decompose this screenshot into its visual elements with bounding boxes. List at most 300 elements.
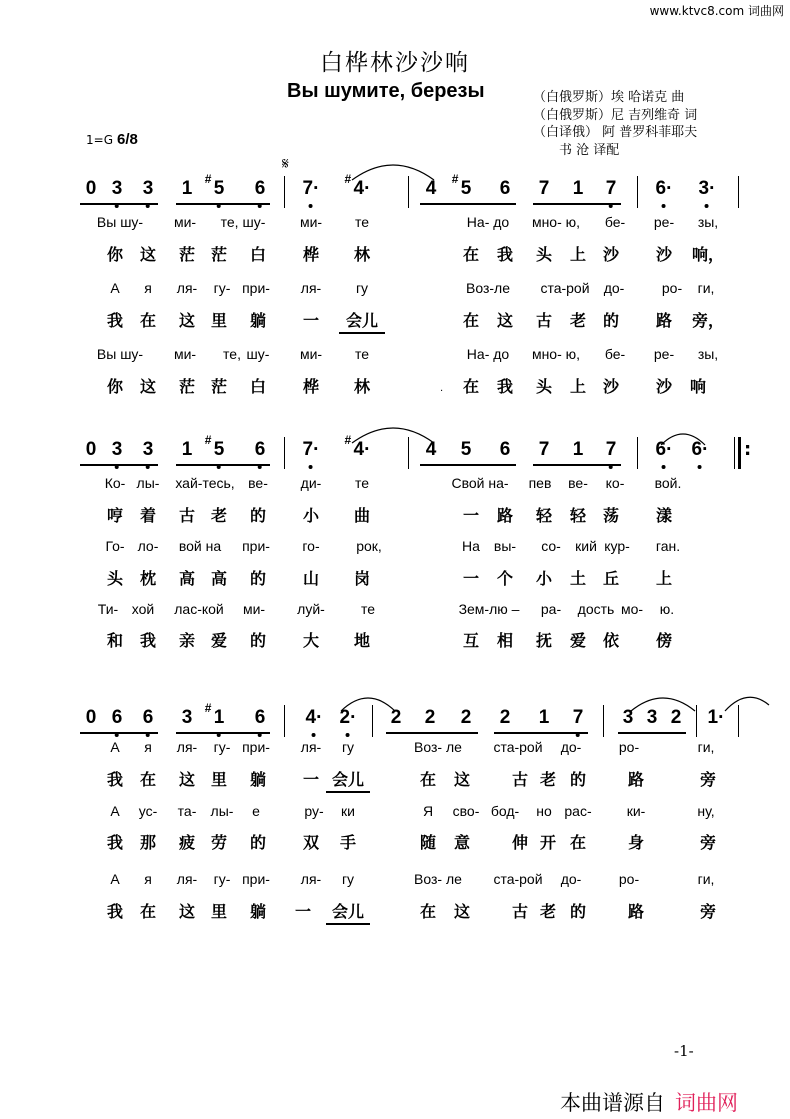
lyric-chinese: 身 (627, 833, 645, 852)
barline (696, 705, 697, 737)
lyric-chinese: 白 (249, 245, 267, 264)
lyric-russian: ро- (618, 739, 640, 755)
note: 1 (538, 707, 550, 728)
lyric-chinese: 茫 (210, 377, 228, 396)
lyric-russian: Зем-лю – (458, 601, 520, 617)
octave-dot-icon (217, 465, 221, 469)
lyric-russian: те, (223, 346, 241, 362)
note: 6 (499, 178, 511, 199)
lyric-chinese: 会儿 (345, 311, 379, 330)
beam (618, 732, 686, 734)
credit-composer: （白俄罗斯）埃 哈诺克 曲 (533, 90, 685, 105)
lyric-chinese: 的 (249, 506, 267, 525)
lyric-chinese: 这 (453, 902, 471, 921)
lyric-chinese: 抚 (535, 631, 553, 650)
lyric-russian: Воз- ле (414, 739, 462, 755)
beam (533, 464, 621, 466)
lyric-chinese: 躺 (249, 770, 267, 789)
lyric-russian: те (360, 601, 376, 617)
barline (408, 437, 409, 469)
lyric-chinese: 的 (249, 631, 267, 650)
site-watermark: www.ktvc8.com 词曲网 (649, 4, 784, 18)
lyric-chinese: 沙 (602, 377, 620, 396)
note: 0 (85, 178, 97, 199)
lyric-chinese: 的 (569, 902, 587, 921)
barline (637, 176, 638, 208)
lyric-chinese: 我 (496, 377, 514, 396)
lyric-russian: е (252, 803, 260, 819)
note: 7· (303, 439, 320, 461)
note: 6 (255, 439, 266, 461)
lyric-russian: ди- (300, 475, 322, 491)
lyric-chinese: 路 (496, 506, 514, 525)
note: 7 (538, 178, 550, 199)
lyric-chinese: 在 (462, 311, 480, 330)
beam (176, 732, 270, 734)
lyric-russian: ста-рой (493, 871, 543, 887)
lyric-russian: Ти- (97, 601, 119, 617)
note: 6 (499, 439, 511, 460)
source-label: 本曲谱源自 (560, 1091, 665, 1115)
lyric-chinese: 古 (178, 506, 196, 525)
note: 6 (255, 707, 266, 729)
note: 5 # (214, 178, 225, 200)
lyric-russian: ля- (300, 871, 322, 887)
note: 3 (112, 178, 123, 200)
lyric-chinese: 这 (178, 770, 196, 789)
lyric-underline (339, 332, 385, 334)
sharp-icon: # (204, 701, 212, 715)
lyric-chinese: 我 (139, 631, 157, 650)
repeat-barline (734, 437, 735, 469)
key-label: 1=G (86, 133, 113, 147)
octave-dot-icon (146, 733, 150, 737)
song-title-russian: Вы шумите, березы (287, 80, 485, 102)
lyric-russian: ру- (304, 803, 324, 819)
lyric-chinese: 旁 (699, 902, 717, 921)
note: 6· (656, 439, 673, 461)
lyric-chinese: 古 (511, 770, 529, 789)
lyric-russian: при- (242, 739, 270, 755)
note: 4· (306, 707, 323, 729)
lyric-russian: Вы шу- (96, 346, 144, 362)
credits (533, 89, 697, 159)
lyric-chinese: 里 (210, 902, 228, 921)
lyric-chinese: 上 (569, 377, 587, 396)
lyric-russian: до- (603, 280, 625, 296)
lyric-russian: Свой на- (451, 475, 509, 491)
lyric-russian: ми- (242, 601, 266, 617)
lyric-chinese: 桦 (302, 377, 320, 396)
lyric-russian: бе- (604, 346, 626, 362)
lyric-chinese: 茫 (210, 245, 228, 264)
sharp-icon: # (451, 172, 459, 186)
lyric-chinese: 一 (462, 506, 480, 525)
note: 6 (255, 178, 266, 200)
lyric-russian: мно- ю, (531, 346, 581, 362)
octave-dot-icon (346, 733, 350, 737)
lyric-russian: Вы шу- (96, 214, 144, 230)
lyric-russian: гу- (213, 871, 231, 887)
repeat-dots-icon: : (744, 439, 752, 460)
octave-dot-icon (217, 733, 221, 737)
note: 6· (692, 439, 709, 461)
lyric-chinese: 会儿 (331, 770, 365, 789)
lyric-russian: ги, (697, 871, 715, 887)
lyric-chinese: 的 (602, 311, 620, 330)
lyric-russian: гу (355, 280, 369, 296)
lyric-russian: ки- (626, 803, 646, 819)
lyric-chinese: 相 (496, 631, 514, 650)
beam (176, 464, 270, 466)
lyric-chinese: 高 (178, 569, 196, 588)
lyric-russian: Я (422, 803, 434, 819)
lyric-chinese: 响， (691, 245, 725, 264)
note: 6· (656, 178, 673, 200)
lyric-chinese: 里 (210, 770, 228, 789)
lyric-russian: А (110, 871, 120, 887)
lyric-russian: ро- (661, 280, 683, 296)
note: 3· (699, 178, 716, 200)
lyric-chinese: 枕 (139, 569, 157, 588)
note: 6 (112, 707, 123, 729)
note: 1 (181, 439, 193, 460)
lyric-chinese: 老 (539, 902, 557, 921)
octave-dot-icon (258, 465, 262, 469)
lyric-chinese: 哼 (106, 506, 124, 525)
octave-dot-icon (698, 465, 702, 469)
tie-slur (722, 691, 772, 717)
note: 3 (143, 178, 154, 200)
note: 1 # (214, 707, 225, 729)
octave-dot-icon (115, 204, 119, 208)
lyric-underline (326, 923, 370, 925)
note: 2· (340, 707, 357, 729)
lyric-russian: ля- (176, 280, 198, 296)
lyric-russian: На- до (466, 214, 510, 230)
lyric-russian: ло- (137, 538, 159, 554)
lyric-russian: вой на (178, 538, 222, 554)
lyric-russian: ус- (138, 803, 158, 819)
note: 0 (85, 707, 97, 728)
lyric-chinese: 头 (535, 377, 553, 396)
lyric-russian: лас-кой (174, 601, 224, 617)
lyric-chinese: 互 (462, 631, 480, 650)
note: 1 (572, 178, 584, 199)
lyric-chinese: 这 (139, 245, 157, 264)
lyric-russian: та- (177, 803, 197, 819)
note: 4 (425, 439, 437, 460)
barline (284, 705, 285, 737)
lyric-chinese: 里 (210, 311, 228, 330)
lyric-chinese: 土 (569, 569, 587, 588)
lyric-russian: при- (242, 871, 270, 887)
lyric-chinese: 一 (462, 569, 480, 588)
lyric-chinese: 意 (453, 833, 471, 852)
lyric-russian: кий (575, 538, 597, 554)
note: 3 (181, 707, 193, 728)
lyric-russian: те, шу- (220, 214, 266, 230)
lyric-chinese: 一 (294, 902, 312, 921)
lyric-russian: ста-рой (493, 739, 543, 755)
lyric-chinese: 我 (106, 770, 124, 789)
note: 4· # (344, 172, 371, 199)
segno-icon: 𝄋 (282, 154, 289, 173)
lyric-russian: сво- (452, 803, 480, 819)
note: 3 (622, 707, 634, 728)
lyric-russian: ги, (697, 739, 715, 755)
lyric-russian: ми- (299, 346, 323, 362)
note: 7 (573, 707, 584, 729)
lyric-russian: Воз-ле (465, 280, 511, 296)
octave-dot-icon (312, 733, 316, 737)
lyric-chinese: 这 (139, 377, 157, 396)
lyric-chinese: 桦 (302, 245, 320, 264)
barline (738, 705, 739, 737)
lyric-russian: Воз- ле (414, 871, 462, 887)
lyric-russian: ля- (176, 871, 198, 887)
lyric-russian: рок, (356, 538, 382, 554)
lyric-chinese: 白 (249, 377, 267, 396)
note: 3 (143, 439, 154, 461)
note: 5 # (214, 439, 225, 461)
lyric-russian: вы- (493, 538, 517, 554)
lyric-russian: лы- (210, 803, 234, 819)
lyric-russian: бод- (490, 803, 520, 819)
lyric-russian: но (536, 803, 552, 819)
lyric-chinese: 老 (539, 770, 557, 789)
lyric-chinese: 依 (602, 631, 620, 650)
octave-dot-icon (258, 733, 262, 737)
lyric-russian: луй- (297, 601, 325, 617)
barline (284, 437, 285, 469)
note: 2 (499, 707, 511, 728)
lyric-chinese: 上 (569, 245, 587, 264)
lyric-chinese: 头 (106, 569, 124, 588)
lyric-chinese: 轻 (535, 506, 553, 525)
barline (637, 437, 638, 469)
lyric-chinese: 沙 (602, 245, 620, 264)
lyric-chinese: 爱 (210, 631, 228, 650)
barline (738, 176, 739, 208)
lyric-russian: гу (341, 739, 355, 755)
note: 1 (181, 178, 193, 199)
lyric-chinese: 林 (353, 245, 371, 264)
octave-dot-icon (217, 204, 221, 208)
lyric-chinese: 那 (139, 833, 157, 852)
lyric-chinese: 在 (419, 902, 437, 921)
lyric-russian: А (110, 280, 120, 296)
lyric-russian: ко- (605, 475, 625, 491)
lyric-chinese: 在 (139, 770, 157, 789)
lyric-chinese: 古 (511, 902, 529, 921)
lyric-russian: бе- (604, 214, 626, 230)
barline (603, 705, 604, 737)
lyric-russian: ган. (655, 538, 681, 554)
lyric-russian: кур- (604, 538, 630, 554)
lyric-chinese: 老 (569, 311, 587, 330)
lyric-russian: мно- ю, (531, 214, 581, 230)
lyric-chinese: 我 (106, 311, 124, 330)
note: 7 (606, 439, 617, 461)
lyric-russian: ля- (300, 280, 322, 296)
note: 2 (390, 707, 402, 728)
lyric-chinese: 的 (249, 569, 267, 588)
lyric-chinese: 着 (139, 506, 157, 525)
lyric-chinese: 和 (106, 631, 124, 650)
lyric-russian: Ко- (104, 475, 126, 491)
lyric-chinese: 曲 (353, 506, 371, 525)
lyric-chinese: 伸 (511, 833, 529, 852)
lyric-chinese: 你 (106, 377, 124, 396)
note: 7 (538, 439, 550, 460)
beam (533, 203, 621, 205)
octave-dot-icon (705, 204, 709, 208)
lyric-russian: ля- (300, 739, 322, 755)
credit-translator: （白译俄） 阿 普罗科菲耶夫 (533, 125, 698, 140)
page-number: -1- (674, 1042, 694, 1060)
octave-dot-icon (146, 465, 150, 469)
octave-dot-icon (146, 204, 150, 208)
lyric-russian: ро- (618, 871, 640, 887)
lyric-russian: те (354, 346, 370, 362)
lyric-russian: те (354, 475, 370, 491)
lyric-chinese: 响 (689, 377, 707, 396)
lyric-chinese: 漾 (655, 506, 673, 525)
lyric-chinese: 旁， (691, 311, 725, 330)
lyric-russian: ги, (697, 280, 715, 296)
lyric-chinese: 手 (339, 833, 357, 852)
source-footer (560, 1087, 738, 1117)
lyric-chinese: 高 (210, 569, 228, 588)
lyric-chinese: 小 (535, 569, 553, 588)
beam (386, 732, 478, 734)
lyric-chinese: 躺 (249, 902, 267, 921)
lyric-chinese: 古 (535, 311, 553, 330)
note: 2 (424, 707, 436, 728)
lyric-chinese: 傍 (655, 631, 673, 650)
note: 2 (460, 707, 472, 728)
lyric-russian: гу- (213, 280, 231, 296)
lyric-chinese: 这 (453, 770, 471, 789)
lyric-chinese: 上 (655, 569, 673, 588)
lyric-chinese: 林 (353, 377, 371, 396)
lyric-russian: до- (560, 871, 582, 887)
lyric-russian: На- до (466, 346, 510, 362)
lyric-russian: при- (242, 280, 270, 296)
beam (420, 203, 516, 205)
lyric-chinese: 在 (419, 770, 437, 789)
repeat-barline (738, 437, 741, 469)
lyric-chinese: 茫 (178, 245, 196, 264)
source-brand: 词曲网 (675, 1091, 738, 1115)
octave-dot-icon (662, 465, 666, 469)
stray-mark: · (440, 386, 444, 397)
lyric-chinese: 爱 (569, 631, 587, 650)
barline (408, 176, 409, 208)
note: 1· (707, 707, 725, 728)
lyric-russian: Го- (105, 538, 125, 554)
lyric-chinese: 山 (302, 569, 320, 588)
lyric-chinese: 在 (462, 377, 480, 396)
lyric-chinese: 亲 (178, 631, 196, 650)
lyric-russian: гу- (213, 739, 231, 755)
lyric-russian: ну, (697, 803, 715, 819)
lyric-russian: пев (528, 475, 552, 491)
sharp-icon: # (344, 433, 352, 447)
lyric-russian: го- (302, 538, 320, 554)
octave-dot-icon (576, 733, 580, 737)
lyric-russian: ки (341, 803, 355, 819)
lyric-underline (326, 791, 370, 793)
lyric-russian: ра- (540, 601, 562, 617)
lyric-chinese: 路 (627, 902, 645, 921)
lyric-chinese: 我 (496, 245, 514, 264)
lyric-russian: ми- (173, 346, 197, 362)
lyric-chinese: 路 (655, 311, 673, 330)
lyric-chinese: 小 (302, 506, 320, 525)
credit-lyricist: （白俄罗斯）尼 吉列维奇 词 (533, 107, 698, 123)
octave-dot-icon (115, 733, 119, 737)
note: 1 (572, 439, 584, 460)
song-title-chinese: 白桦林沙沙响 (320, 50, 470, 76)
lyric-chinese: 沙 (655, 377, 673, 396)
lyric-chinese: 会儿 (331, 902, 365, 921)
lyric-russian: ми- (299, 214, 323, 230)
sharp-icon: # (204, 172, 212, 186)
lyric-russian: ми- (173, 214, 197, 230)
sharp-icon: # (204, 433, 212, 447)
lyric-russian: я (144, 739, 152, 755)
lyric-chinese: 在 (139, 902, 157, 921)
lyric-chinese: 旁 (699, 833, 717, 852)
lyric-chinese: 的 (249, 833, 267, 852)
lyric-chinese: 路 (627, 770, 645, 789)
lyric-chinese: 这 (496, 311, 514, 330)
lyric-russian: до- (560, 739, 582, 755)
octave-dot-icon (309, 204, 313, 208)
octave-dot-icon (609, 204, 613, 208)
note: 0 (85, 439, 97, 460)
lyric-chinese: 这 (178, 311, 196, 330)
lyric-russian: мо- (620, 601, 644, 617)
lyric-chinese: 疲 (178, 833, 196, 852)
key-signature (86, 131, 138, 148)
beam (420, 464, 516, 466)
lyric-russian: ре- (653, 346, 675, 362)
lyric-russian: те (354, 214, 370, 230)
lyric-chinese: 丘 (602, 569, 620, 588)
note: 4· # (344, 433, 371, 460)
lyric-chinese: 开 (539, 833, 557, 852)
lyric-chinese: 在 (139, 311, 157, 330)
lyric-russian: рас- (564, 803, 592, 819)
lyric-russian: хой (131, 601, 155, 617)
lyric-chinese: 我 (106, 833, 124, 852)
note: 7· (303, 178, 320, 200)
lyric-russian: лы- (136, 475, 160, 491)
lyric-chinese: 个 (496, 569, 514, 588)
lyric-chinese: 一 (302, 311, 320, 330)
lyric-russian: ста-рой (540, 280, 590, 296)
octave-dot-icon (115, 465, 119, 469)
lyric-russian: зы, (697, 346, 719, 362)
lyric-chinese: 头 (535, 245, 553, 264)
lyric-chinese: 荡 (602, 506, 620, 525)
lyric-russian: ю. (659, 601, 675, 617)
lyric-russian: дость (577, 601, 615, 617)
lyric-russian: зы, (697, 214, 719, 230)
